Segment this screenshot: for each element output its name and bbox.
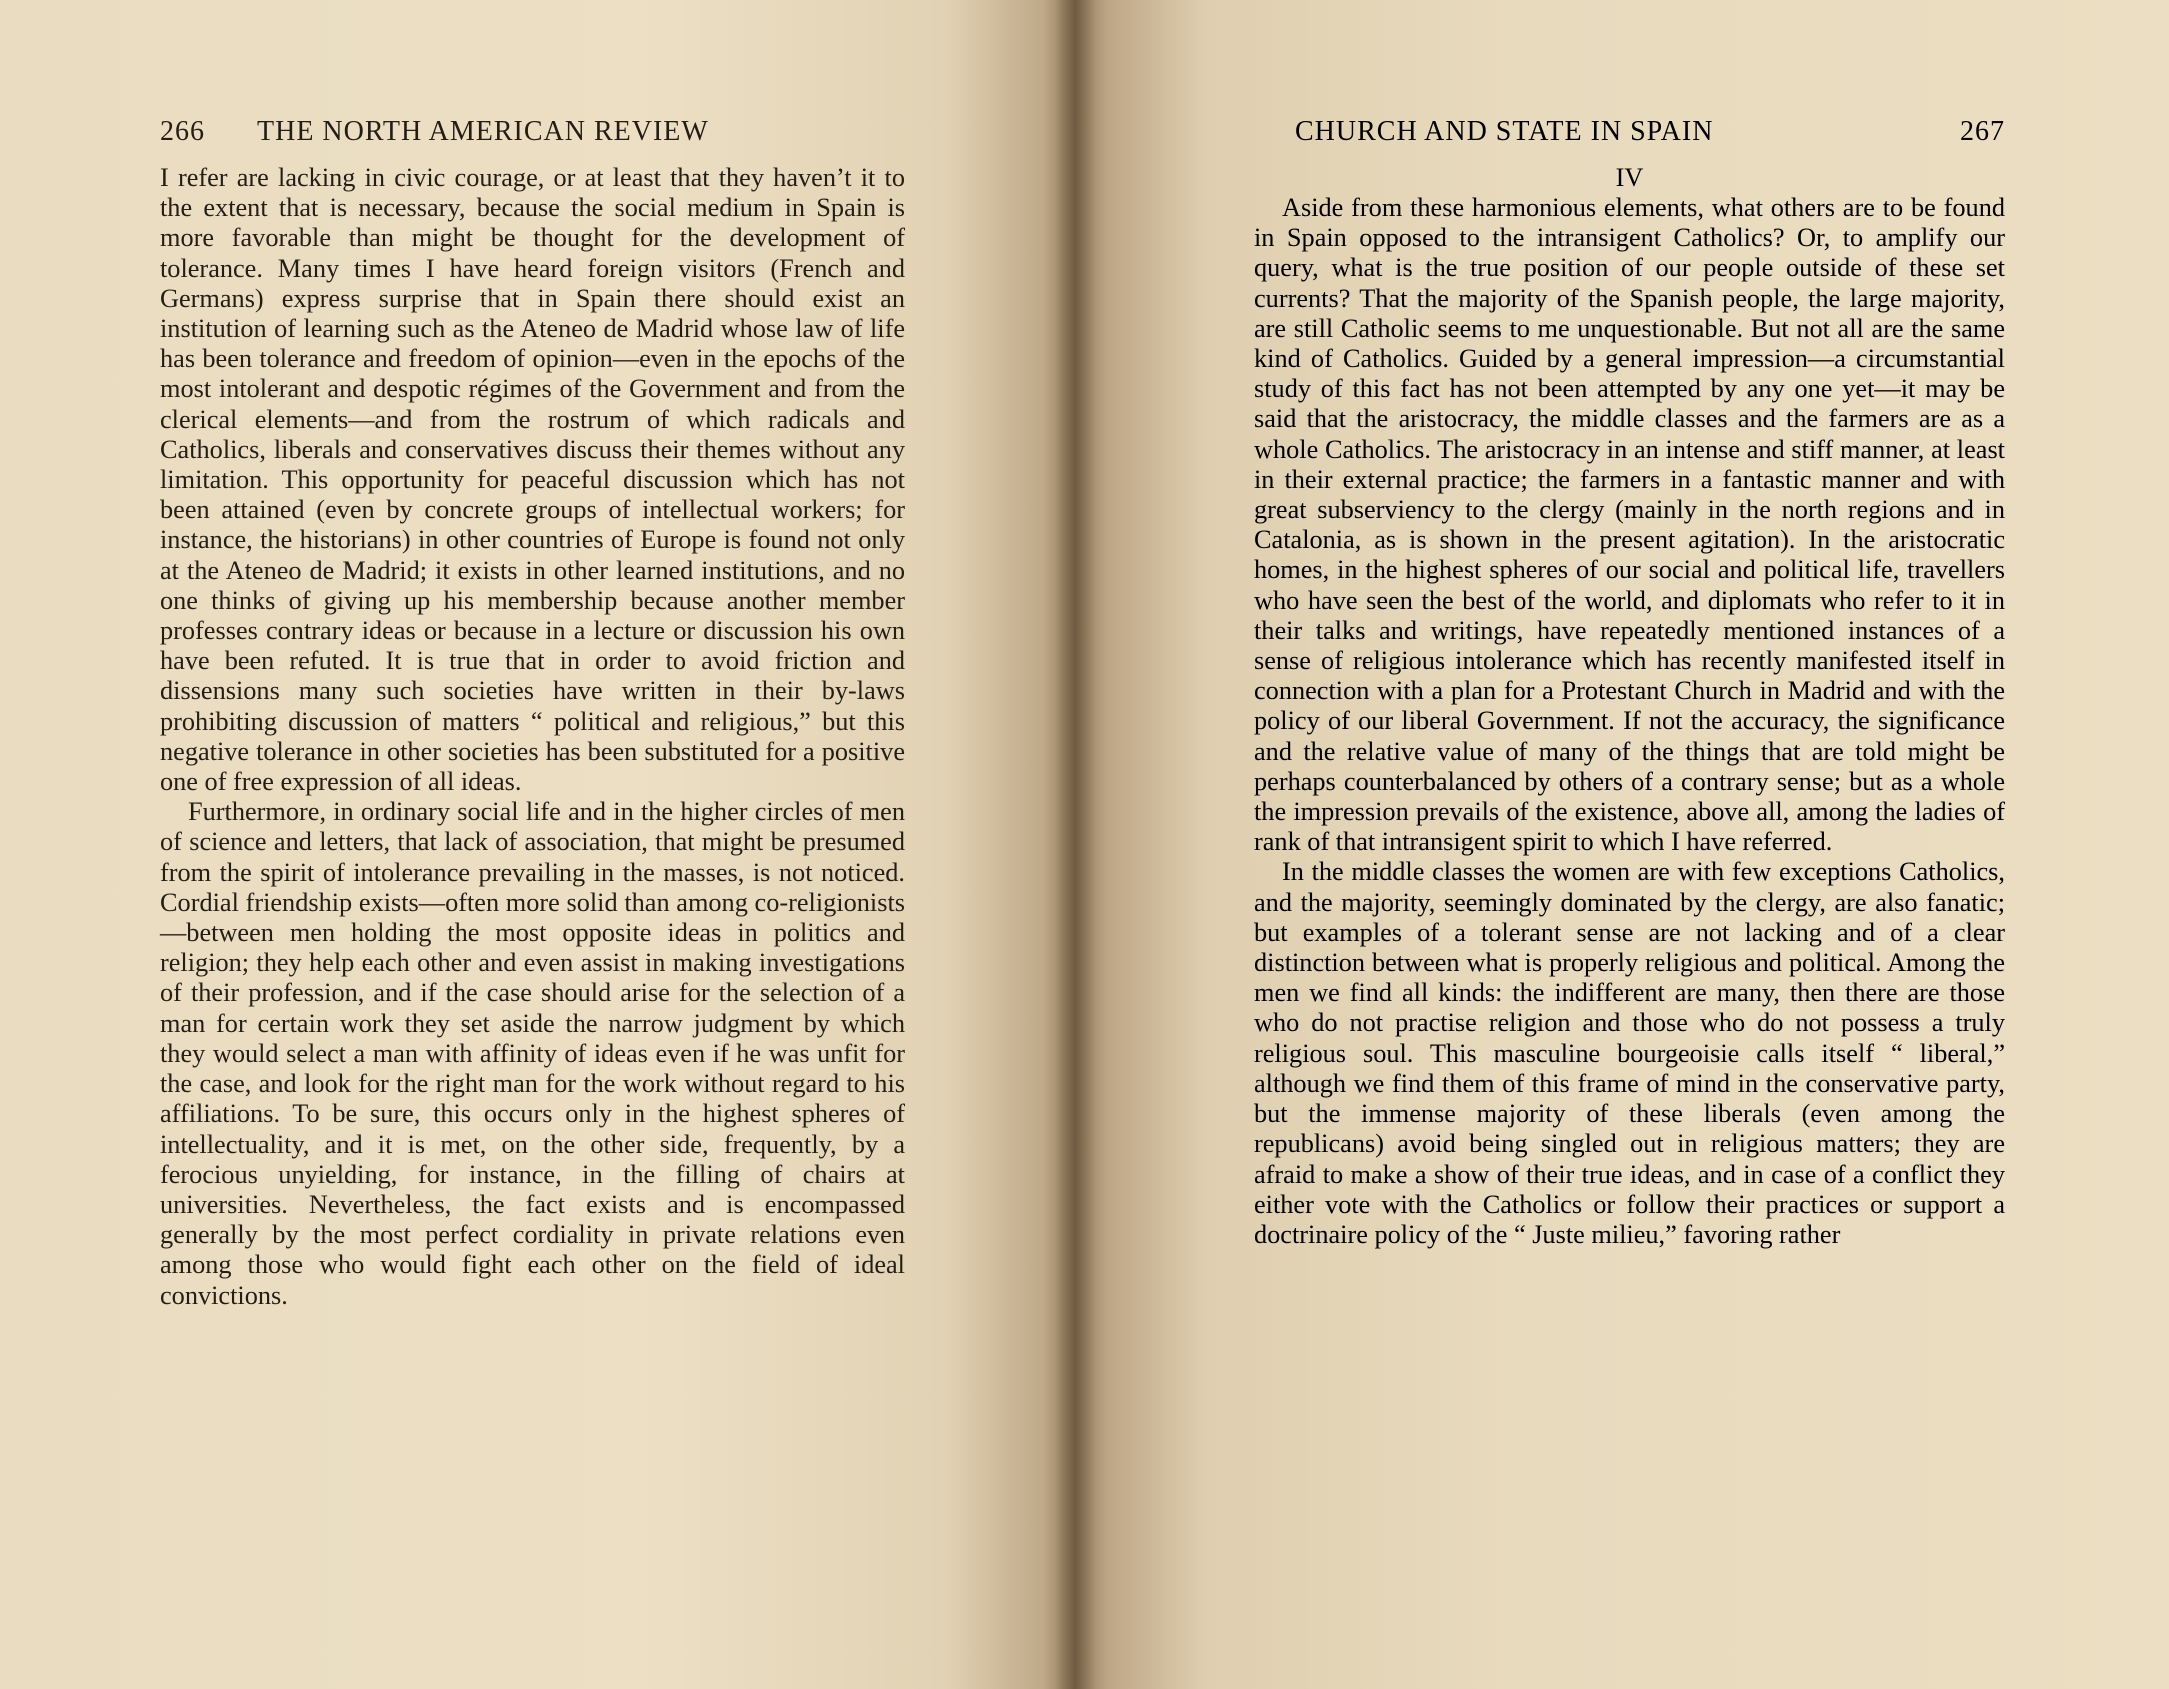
left-paragraph-2: Furthermore, in ordinary social life and in the higher circles of men of science and letters, that lack of association, that might be presumed from the spirit of intolerance prevailing in the masses, is not noticed. Cordial friendship exists—often more solid than among co-religionists—between men holding the most opposite ideas in politics and religion; they help each other and even assist in making investigations of their profession, and if the case should arise for the selection of a man for certain work they set aside the narrow judgment by which they would select a man with affinity of ideas even if he was unfit for the case, and look for the right man for the work without regard to his affiliations. To be sure, this occurs only in the highest spheres of intellectuality, and it is met, on the other side, frequently, by a ferocious unyielding, for instance, in the filling of chairs at universities. Nevertheless, the fact exists and is encompassed generally by the most perfect cordiality in private relations even among those who would fight each other on the field of ideal convictions. [160,797,905,1310]
section-number: IV [1615,163,1644,192]
right-body-text [1254,163,2005,1250]
left-paragraph-1: I refer are lacking in civic courage, or at least that they haven’t it to the extent that is necessary, because the social medium in Spain is more favorable than might be thought for the development of tolerance. Many times I have heard foreign visitors (French and Germans) express surprise that in Spain there should exist an institution of learning such as the Ateneo de Madrid whose law of life has been tolerance and freedom of opinion—even in the epochs of the most intolerant and despotic régimes of the Government and from the clerical elements—and from the rostrum of which radicals and Catholics, liberals and conservatives discuss their themes without any limitation. This opportunity for peaceful discussion which has not been attained (even by concrete groups of intellectual workers; for instance, the historians) in other countries of Europe is found not only at the Ateneo de Madrid; it exists in other learned institutions, and no one thinks of giving up his membership because another member professes contrary ideas or because in a lecture or discussion his own have been refuted. It is true that in order to avoid friction and dissensions many such societies have written in their by-laws prohibiting discussion of matters “ political and religious,” but this negative tolerance in other societies has been substituted for a positive one of free expression of all ideas. [160,163,905,797]
right-running-head [1255,116,2005,156]
right-running-head-title: CHURCH AND STATE IN SPAIN [1295,116,1714,147]
right-page-number: 267 [1960,116,2005,147]
left-running-head-title: THE NORTH AMERICAN REVIEW [257,116,709,147]
right-paragraph-1: Aside from these harmonious elements, what others are to be found in Spain opposed to the intransigent Catholics? Or, to amplify our query, what is the true position of our people outside of these set currents? That the majority of the Spanish people, the large majority, are still Catholic seems to me unquestionable. But not all are the same kind of Catholics. Guided by a general impression—a circumstantial study of this fact has not been attempted by any one yet—it may be said that the aristocracy, the middle classes and the farmers are as a whole Catholics. The aristocracy in an intense and stiff manner, at least in their external practice; the farmers in a fantastic manner and with great subserviency to the clergy (mainly in the north regions and in Catalonia, as is shown in the present agitation). In the aristocratic homes, in the highest spheres of our social and political life, travellers who have seen the best of the world, and diplomats who refer to it in their talks and writings, have repeatedly mentioned instances of a sense of religious intolerance which has recently manifested itself in connection with a plan for a Protestant Church in Madrid and with the policy of our liberal Government. If not the accuracy, the significance and the relative value of many of the things that are told might be perhaps counterbalanced by others of a contrary sense; but as a whole the impression prevails of the existence, above all, among the ladies of rank of that intransigent spirit to which I have referred. [1254,193,2005,857]
left-page-number: 266 [160,116,205,147]
right-paragraph-2: In the middle classes the women are with few exceptions Catholics, and the majority, seemingly dominated by the clergy, are also fanatic; but examples of a tolerant sense are not lacking and of a clear distinction between what is properly religious and political. Among the men we find all kinds: the indifferent are many, then there are those who do not practise religion and those who do not possess a truly religious soul. This masculine bourgeoisie calls itself “ liberal,” although we find them of this frame of mind in the conservative party, but the immense majority of these liberals (even among the republicans) avoid being singled out in religious matters; they are afraid to make a show of their true ideas, and in case of a conflict they either vote with the Catholics or follow their practices or support a doctrinaire policy of the “ Juste milieu,” favoring rather [1254,857,2005,1249]
